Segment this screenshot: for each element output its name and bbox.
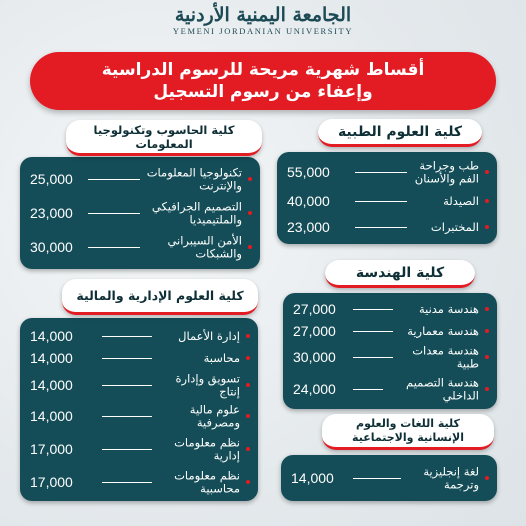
row-divider — [102, 358, 152, 359]
fee-price: 17,000 — [30, 474, 73, 490]
bullet-dot-icon — [485, 199, 489, 203]
program-name: الصيدلة — [443, 193, 479, 208]
row-divider — [102, 416, 152, 417]
fee-row — [20, 468, 258, 496]
headline-line-1: أقساط شهرية مريحة للرسوم الدراسية — [101, 60, 425, 80]
row-divider — [353, 478, 401, 479]
program-name: هندسة معدات طبية — [412, 343, 479, 370]
fee-price: 30,000 — [30, 239, 73, 255]
fee-row — [277, 213, 497, 241]
fee-row — [20, 199, 260, 227]
college-title-languages — [322, 414, 494, 450]
program-name: لغة إنجليزية وترجمة — [423, 464, 479, 491]
fee-row — [277, 187, 497, 215]
bullet-dot-icon — [246, 480, 250, 484]
program-name: تسويق وإدارة إنتاج — [175, 371, 240, 398]
program-name: نظم معلومات إدارية — [174, 435, 240, 462]
program-name: محاسبة — [203, 350, 240, 365]
fee-price: 27,000 — [293, 323, 336, 339]
bullet-dot-icon — [485, 329, 489, 333]
bullet-dot-icon — [246, 383, 250, 387]
college-title-languages-text: كلية اللغات والعلوم الإنسانية والاجتماعية — [352, 416, 464, 444]
row-divider — [102, 336, 152, 337]
logo-arabic-text: الجامعة اليمنية الأردنية — [174, 4, 352, 26]
bullet-dot-icon — [485, 387, 489, 391]
college-title-admin — [62, 279, 258, 315]
logo-english-text: YEMENI JORDANIAN UNIVERSITY — [172, 26, 354, 36]
row-divider — [88, 213, 140, 214]
college-title-engineering — [325, 260, 475, 288]
fee-price: 40,000 — [287, 193, 330, 209]
college-panel-engineering — [283, 293, 497, 409]
fee-price: 55,000 — [287, 164, 330, 180]
row-divider — [102, 449, 152, 450]
row-divider — [355, 227, 407, 228]
fee-row — [20, 165, 260, 193]
fee-price: 27,000 — [293, 301, 336, 317]
fee-row — [20, 435, 258, 463]
bullet-dot-icon — [248, 245, 252, 249]
college-panel-medical — [277, 152, 497, 244]
college-title-medical-text: كلية العلوم الطبية — [337, 123, 463, 140]
fee-row — [20, 233, 260, 261]
fee-price: 23,000 — [287, 219, 330, 235]
program-name: نظم معلومات محاسبية — [174, 468, 240, 495]
fee-price: 14,000 — [30, 377, 73, 393]
row-divider — [353, 309, 393, 310]
fee-row — [283, 317, 497, 345]
bullet-dot-icon — [248, 177, 252, 181]
college-panel-admin — [20, 318, 258, 501]
fee-row — [20, 402, 258, 430]
row-divider — [355, 201, 407, 202]
fee-row — [277, 158, 497, 186]
bullet-dot-icon — [246, 356, 250, 360]
row-divider — [353, 357, 393, 358]
college-panel-computer — [20, 157, 260, 269]
college-title-medical — [318, 119, 482, 147]
fee-row — [20, 344, 258, 372]
fee-row — [281, 464, 497, 492]
program-name: التصميم الجرافيكي والملتيميديا — [151, 199, 242, 226]
fee-row — [20, 371, 258, 399]
row-divider — [88, 179, 140, 180]
college-title-computer-text: كلية الحاسوب وتكنولوجيا المعلومات — [93, 122, 235, 151]
headline-banner — [30, 52, 496, 110]
program-name: هندسة التصميم الداخلي — [406, 375, 479, 402]
fee-price: 14,000 — [30, 350, 73, 366]
program-name: المختبرات — [430, 219, 479, 234]
bullet-dot-icon — [485, 170, 489, 174]
program-name: علوم مالية ومصرفية — [189, 402, 240, 429]
university-logo — [0, 4, 526, 37]
college-title-computer — [66, 120, 262, 156]
fee-row — [283, 375, 497, 403]
fee-row — [283, 343, 497, 371]
bullet-dot-icon — [248, 211, 252, 215]
bullet-dot-icon — [485, 225, 489, 229]
college-title-admin-text: كلية العلوم الإدارية والمالية — [76, 288, 244, 303]
fee-price: 14,000 — [30, 328, 73, 344]
fee-price: 14,000 — [291, 470, 334, 486]
bullet-dot-icon — [485, 476, 489, 480]
college-panel-languages — [281, 455, 497, 501]
fee-price: 30,000 — [293, 349, 336, 365]
fee-price: 14,000 — [30, 408, 73, 424]
row-divider — [88, 247, 140, 248]
headline-line-2: وإعفاء من رسوم التسجيل — [153, 82, 373, 102]
fee-price: 23,000 — [30, 205, 73, 221]
bullet-dot-icon — [246, 414, 250, 418]
bullet-dot-icon — [485, 355, 489, 359]
program-name: هندسة مدنية — [418, 301, 479, 316]
row-divider — [353, 389, 383, 390]
fee-price: 17,000 — [30, 441, 73, 457]
bullet-dot-icon — [246, 447, 250, 451]
fee-price: 25,000 — [30, 171, 73, 187]
bullet-dot-icon — [246, 334, 250, 338]
program-name: تكنولوجيا المعلومات والإنترنت — [146, 165, 242, 192]
college-title-engineering-text: كلية الهندسة — [355, 264, 445, 281]
program-name: طب وجراحة الفم والأسنان — [414, 158, 479, 185]
row-divider — [102, 385, 152, 386]
row-divider — [102, 482, 152, 483]
program-name: الأمن السيبراني والشبكات — [167, 233, 242, 260]
program-name: إدارة الأعمال — [178, 328, 240, 343]
bullet-dot-icon — [485, 307, 489, 311]
fee-price: 24,000 — [293, 381, 336, 397]
row-divider — [353, 331, 393, 332]
program-name: هندسة معمارية — [407, 323, 479, 338]
